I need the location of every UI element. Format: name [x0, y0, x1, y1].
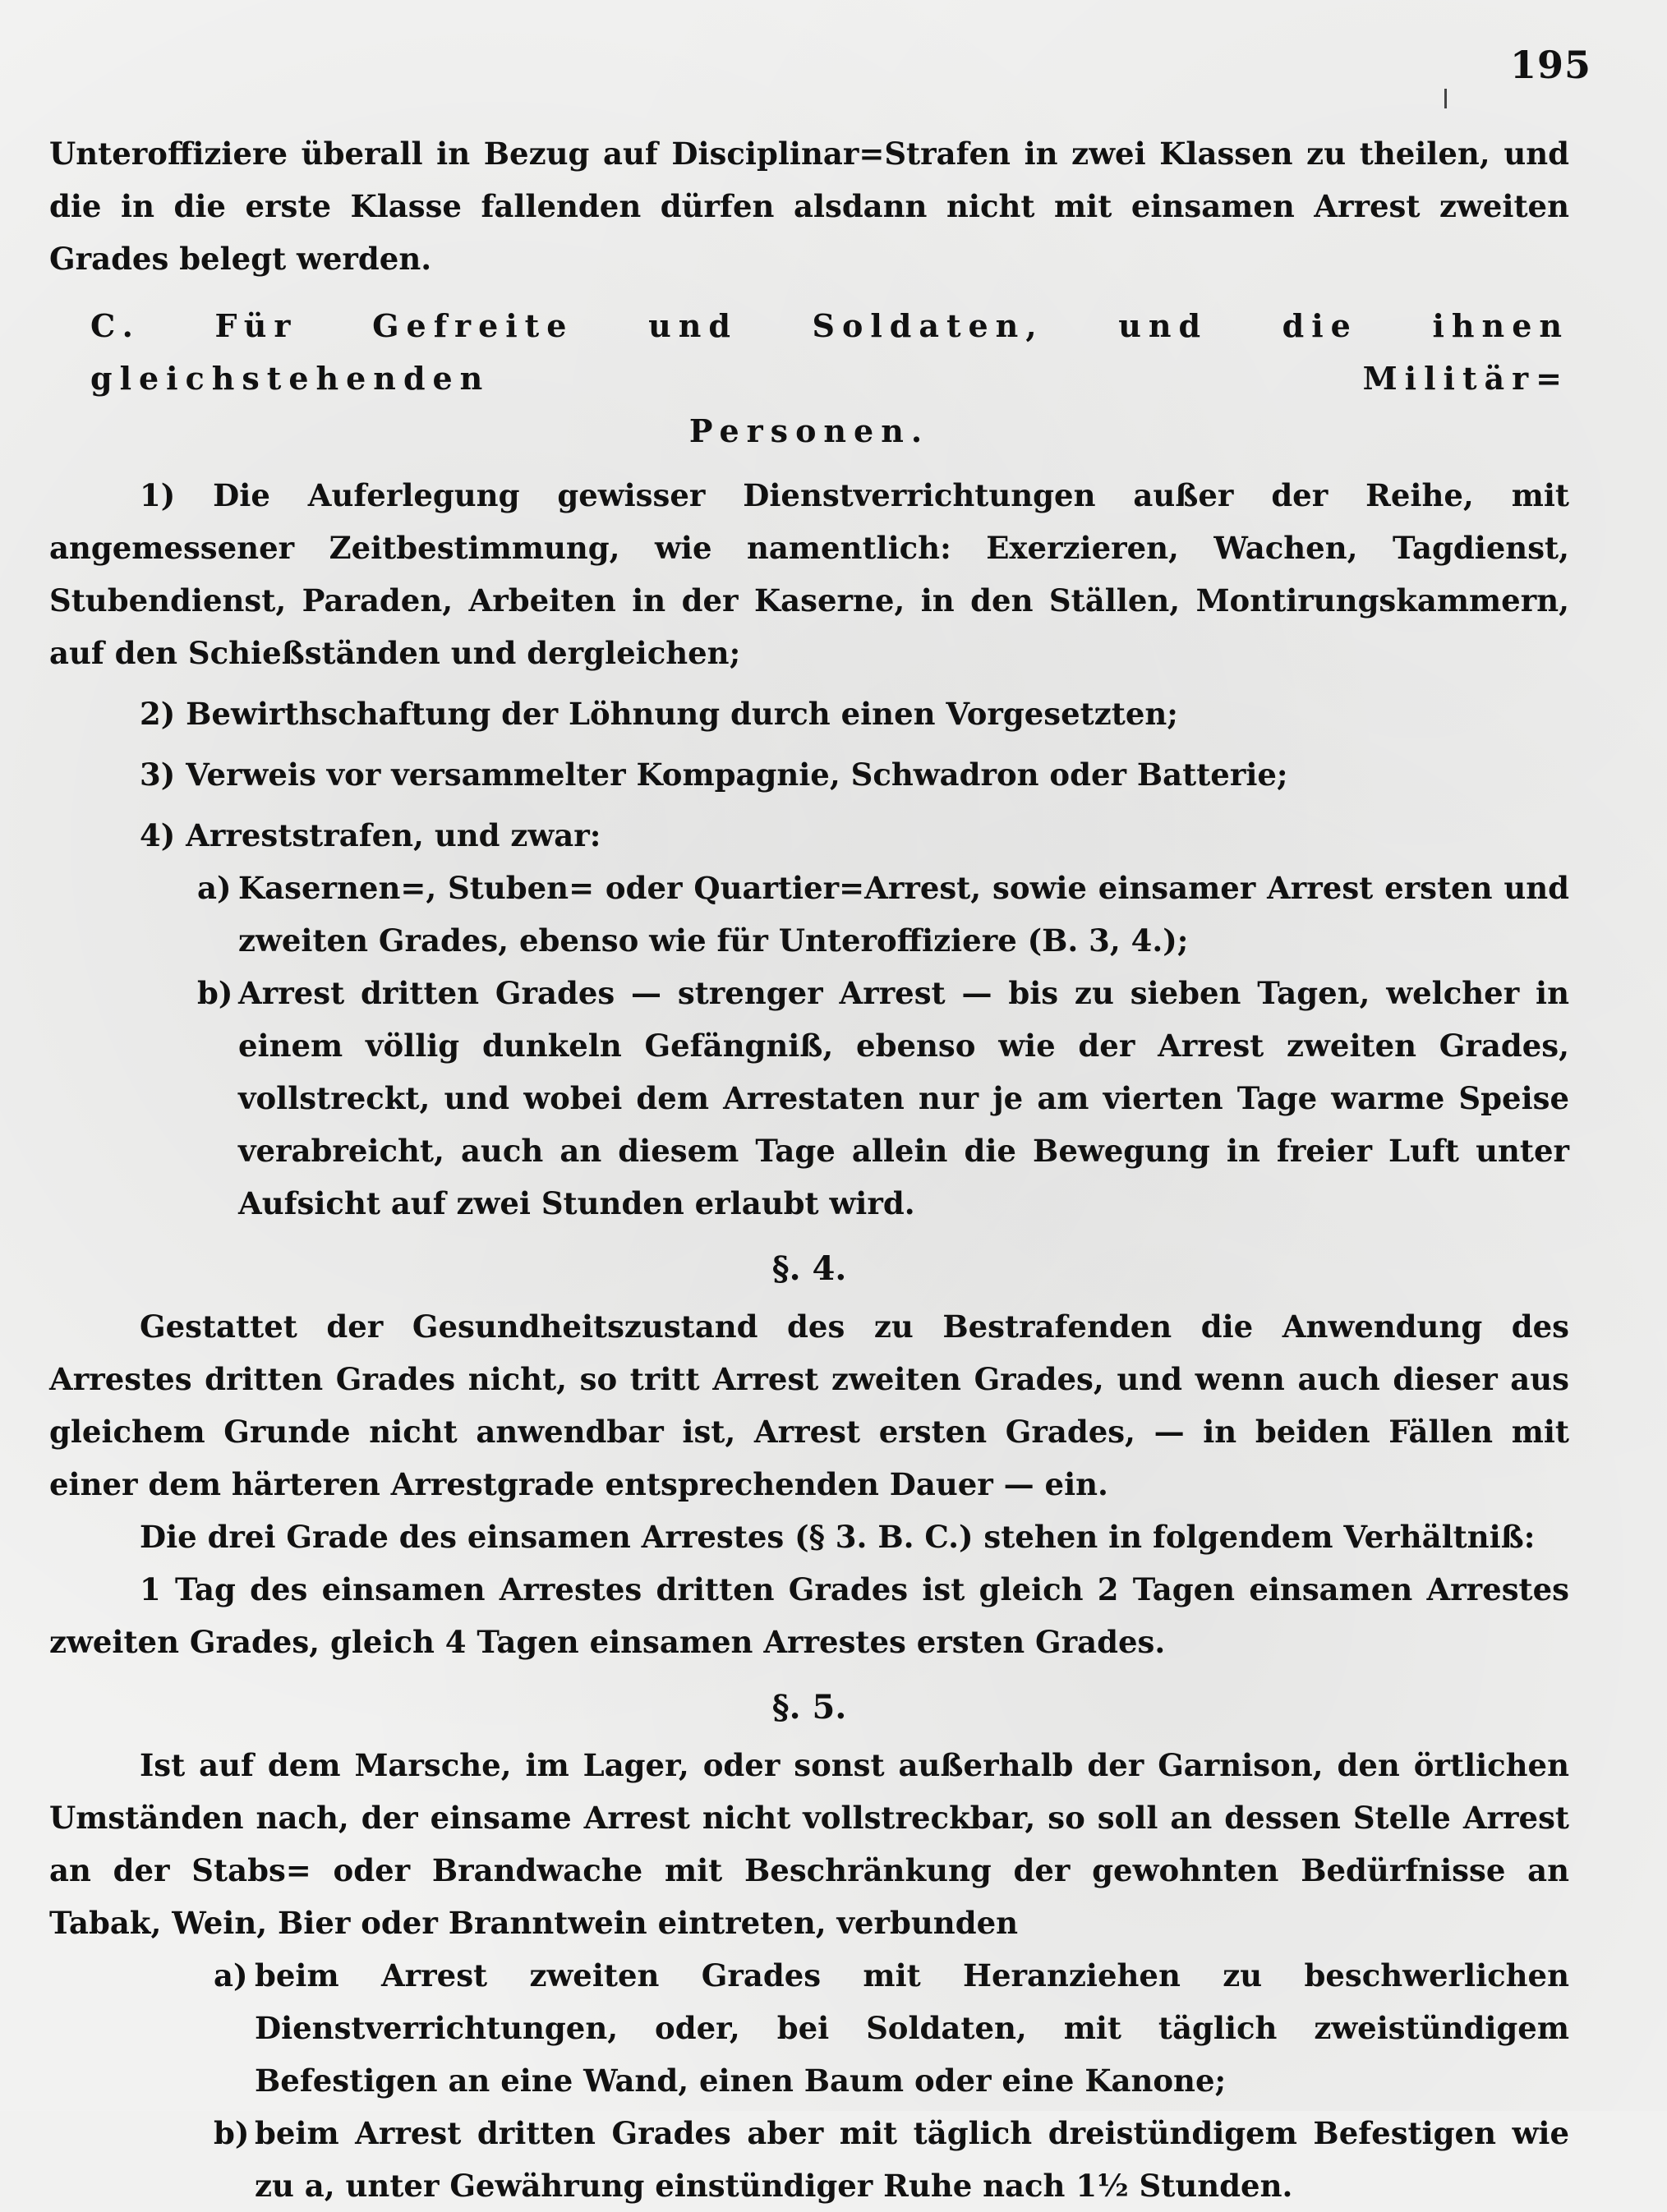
list-text: Verweis vor versammelter Kompagnie, Schwadron oder Batterie;	[186, 756, 1288, 793]
print-mark	[1444, 89, 1447, 108]
page-number: 195	[1510, 43, 1592, 87]
list-marker: 2)	[140, 696, 176, 732]
sub-list-item	[49, 2107, 1569, 2212]
page-body	[49, 127, 1569, 2212]
list-text: Die Auferlegung gewisser Dienstverrichtungen außer der Reihe, mit angemessener Zeitbestimmung, wie namentlich: Exerzieren, Wachen, Tagdienst, Stubendienst, Paraden, Arbeiten in der Kaserne, in den Ställen, Montirungskammern, auf den Schießständen und dergleichen;	[49, 477, 1569, 671]
intro-paragraph: Unteroffiziere überall in Bezug auf Disciplinar=Strafen in zwei Klassen zu theilen, und die in die erste Klasse fallenden dürfen alsdann nicht mit einsamen Arrest zweiten Grades belegt werden.	[49, 136, 1569, 277]
section-5-heading: §. 5.	[771, 1688, 847, 1727]
sub-list-item	[49, 967, 1569, 1230]
list-marker: 3)	[140, 756, 176, 793]
sub-list-text: beim Arrest zweiten Grades mit Heranziehen zu beschwerlichen Dienstverrichtungen, oder, bei Soldaten, mit täglich zweistündigem Befestigen an eine Wand, einen Baum oder eine Kanone;	[255, 1957, 1569, 2099]
section-5-paragraph-1: Ist auf dem Marsche, im Lager, oder sonst außerhalb der Garnison, den örtlichen Umständen nach, der einsame Arrest nicht vollstreckbar, so soll an dessen Stelle Arrest an der Stabs= oder Brandwache mit Beschränkung der gewohnten Bedürfnisse an Tabak, Wein, Bier oder Branntwein eintreten, verbunden	[49, 1747, 1569, 1941]
sub-list-marker: a)	[214, 1957, 248, 1994]
sub-list-marker: b)	[214, 2115, 250, 2151]
list-item	[49, 469, 1569, 679]
sub-list-text: beim Arrest dritten Grades aber mit täglich dreistündigem Befestigen wie zu a, unter Gewährung einstündiger Ruhe nach 1½ Stunden.	[255, 2115, 1569, 2204]
list-item	[49, 809, 1569, 862]
list-marker: 4)	[140, 817, 176, 853]
section-c-label: C.	[90, 307, 140, 344]
section-4-paragraph-1: Gestattet der Gesundheitszustand des zu Bestrafenden die Anwendung des Arrestes dritten Grades nicht, so tritt Arrest zweiten Grades, und wenn auch dieser aus gleichem Grunde nicht anwendbar ist, Arrest ersten Grades, — in beiden Fällen mit einer dem härteren Arrestgrade entsprechenden Dauer — ein.	[49, 1308, 1569, 1502]
sub-list-marker: b)	[197, 975, 233, 1011]
sub-list-item	[49, 1949, 1569, 2107]
sub-list-item	[49, 862, 1569, 967]
list-item	[49, 688, 1569, 740]
sub-list-text: Arrest dritten Grades — strenger Arrest — bis zu sieben Tagen, welcher in einem völlig dunkeln Gefängniß, ebenso wie der Arrest zweiten Grades, vollstreckt, und wobei dem Arrestaten nur je am vierten Tage warme Speise verabreicht, auch an diesem Tage allein die Bewegung in freier Luft unter Aufsicht auf zwei Stunden erlaubt wird.	[238, 975, 1569, 1221]
section-c-title-line2: Personen.	[688, 412, 930, 449]
section-4-paragraph-3: 1 Tag des einsamen Arrestes dritten Grades ist gleich 2 Tagen einsamen Arrestes zweiten Grades, gleich 4 Tagen einsamen Arrestes ersten Grades.	[49, 1571, 1569, 1660]
section-4-heading: §. 4.	[771, 1249, 847, 1288]
section-c-heading	[49, 300, 1569, 405]
list-text: Bewirthschaftung der Löhnung durch einen Vorgesetzten;	[186, 696, 1178, 732]
section-4-paragraph-2: Die drei Grade des einsamen Arrestes (§ 3. B. C.) stehen in folgendem Verhältniß:	[140, 1519, 1536, 1555]
list-marker: 1)	[140, 477, 176, 513]
sub-list-text: Kasernen=, Stuben= oder Quartier=Arrest, sowie einsamer Arrest ersten und zweiten Grades, ebenso wie für Unteroffiziere (B. 3, 4.);	[238, 870, 1569, 959]
list-text: Arreststrafen, und zwar:	[186, 817, 601, 853]
sub-list-marker: a)	[197, 870, 232, 906]
list-item	[49, 748, 1569, 801]
section-c-title-line1: Für Gefreite und Soldaten, und die ihnen gleichstehenden Militär=	[90, 307, 1569, 397]
